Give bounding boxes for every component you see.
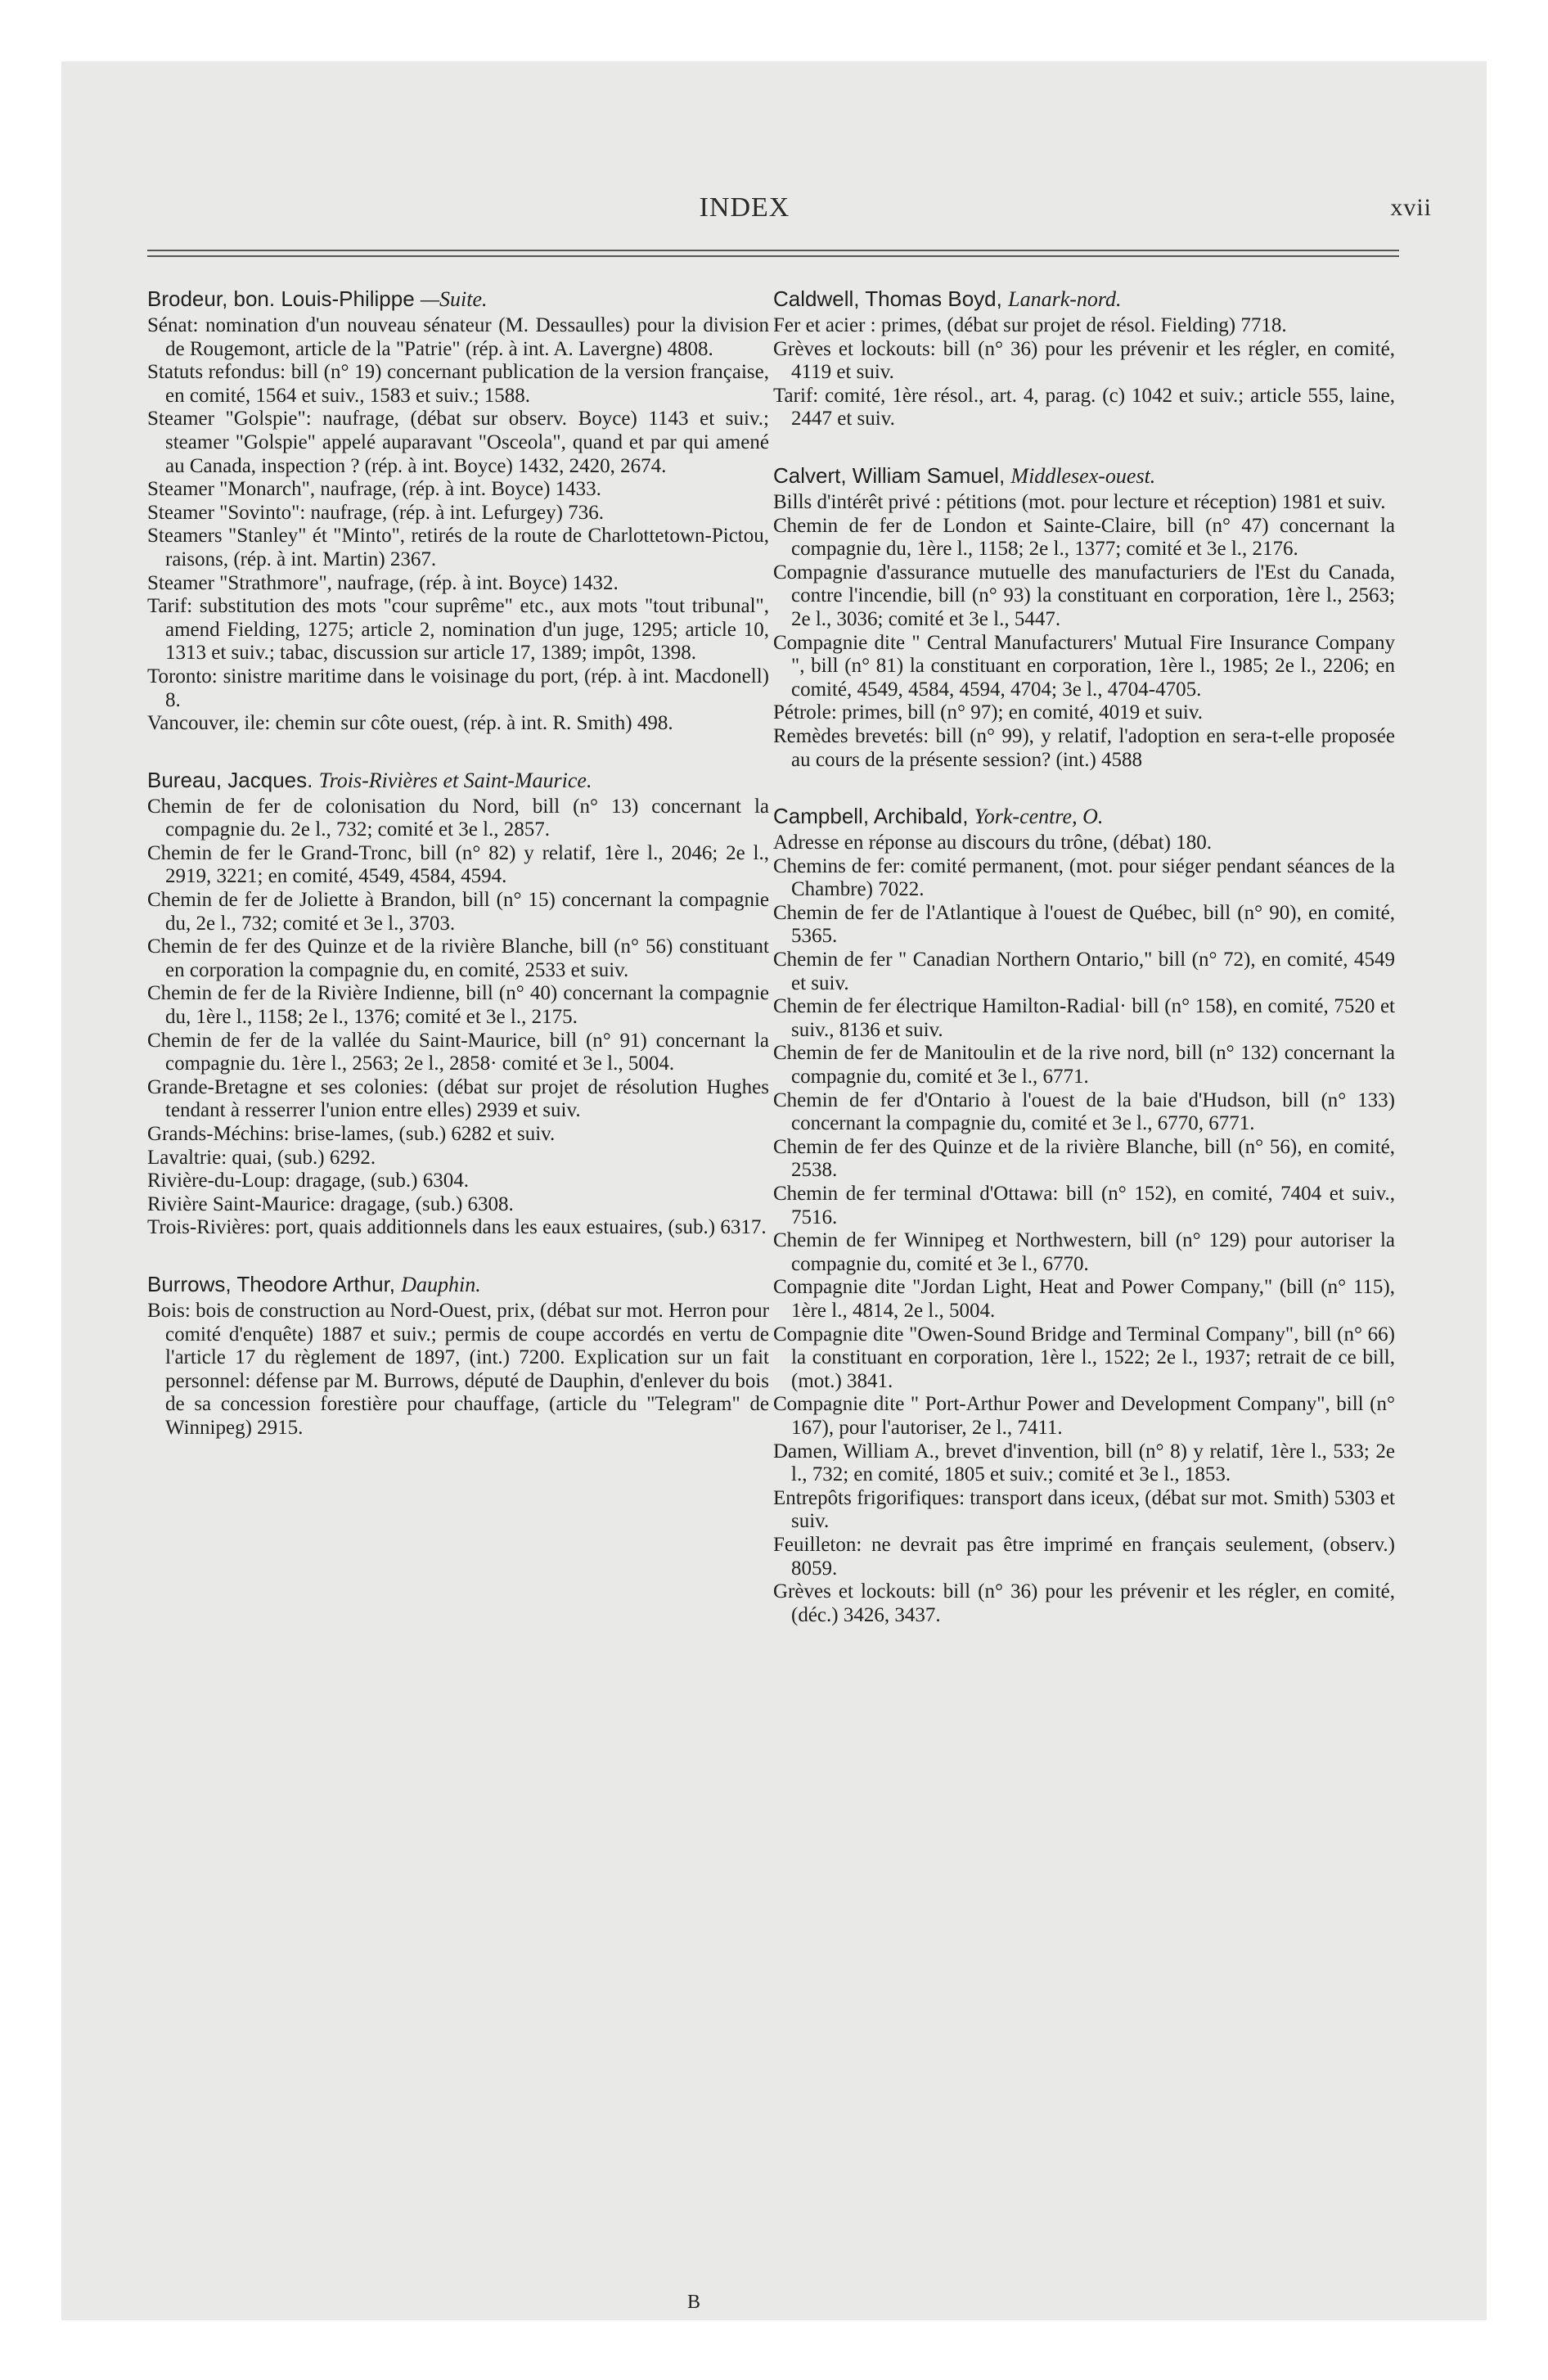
index-entry: Steamers "Stanley" ét "Minto", retirés de la route de Charlottetown-Pictou, raisons, (rép. à int. Martin) 2367. [147,525,769,570]
index-entry: Chemin de fer de London et Sainte-Claire, bill (n° 47) concernant la compagnie du, 1ère l., 1158; 2e l., 1377; comité et 3e l., 2176. [773,514,1395,561]
index-entry: Vancouver, ile: chemin sur côte ouest, (rép. à int. R. Smith) 498. [147,712,673,735]
index-entry: Chemin de fer " Canadian Northern Ontario," bill (n° 72), en comité, 4549 et suiv. [773,949,1395,994]
index-entry: Chemin de fer de Joliette à Brandon, bill (n° 15) concernant la compagnie du, 2e l., 732; comité et 3e l., 3703. [147,889,769,935]
index-entry: Damen, William A., brevet d'invention, bill (n° 8) y relatif, 1ère l., 533; 2e l., 732; en comité, 1805 et suiv.; comité et 3e l., 1853. [773,1440,1395,1486]
index-entry: Bois: bois de construction au Nord-Ouest, prix, (débat sur mot. Herron pour comité d'enquête) 1887 et suiv.; permis de coupe accordés en vertu de l'article 17 du règlement de 1897, (int.) 7200. Explication sur un fait personnel: défense par M. Burrows, député de Dauphin, d'enlever du bois de sa concession forestière pour chauffage, (article du "Telegram" de Winnipeg) 2915. [147,1299,769,1439]
index-entry: Sénat: nomination d'un nouveau sénateur (M. Dessaulles) pour la division de Rougemont, article de la "Patrie" (rép. à int. A. Lavergne) 4808. [147,314,769,360]
index-entry: Toronto: sinistre maritime dans le voisinage du port, (rép. à int. Macdonell) 8. [147,665,769,711]
index-heading [147,286,769,313]
index-heading [147,1271,769,1298]
index-entry: Entrepôts frigorifiques: transport dans iceux, (débat sur mot. Smith) 5303 et suiv. [773,1486,1395,1533]
index-entry: Chemin de fer de la vallée du Saint-Maurice, bill (n° 91) concernant la compagnie du. 1ère l., 2563; 2e l., 2858· comité et 3e l., 5004. [147,1029,769,1075]
section-gap [773,772,1395,800]
index-entry: Chemins de fer: comité permanent, (mot. pour siéger pendant séances de la Chambre) 7022. [773,854,1395,901]
running-header [90,192,1432,223]
constituency: York-centre, O. [974,805,1104,829]
index-entry: Grands-Méchins: brise-lames, (sub.) 6282 et suiv. [147,1123,556,1145]
index-entry: Adresse en réponse au discours du trône, (débat) 180. [773,832,1212,854]
index-entry: Pétrole: primes, bill (n° 97); en comité, 4019 et suiv. [773,701,1203,724]
index-entry: Statuts refondus: bill (n° 19) concernant publication de la version française, en comité, 1564 et suiv., 1583 et suiv.; 1588. [147,361,769,407]
index-entry: Grèves et lockouts: bill (n° 36) pour les prévenir et les régler, en comité, (déc.) 3426, 3437. [773,1580,1395,1626]
index-entry: Rivière-du-Loup: dragage, (sub.) 6304. [147,1170,469,1192]
member-name: Caldwell, Thomas Boyd, [773,286,1002,311]
index-entry: Grande-Bretagne et ses colonies: (débat sur projet de résolution Hughes tendant à resserrer l'union entre elles) 2939 et suiv. [147,1075,769,1122]
index-entry: Remèdes brevetés: bill (n° 99), y relatif, l'adoption en sera-t-elle proposée au cours de la présente session? (int.) 4588 [773,724,1395,771]
constituency: Dauphin. [401,1272,481,1296]
constituency: Trois-Rivières et Saint-Maurice. [318,768,592,792]
index-entry: Compagnie dite " Port-Arthur Power and Development Company", bill (n° 167), pour l'autoriser, 2e l., 7411. [773,1393,1395,1439]
constituency: —Suite. [420,287,488,311]
constituency: Lanark-nord. [1008,287,1122,311]
index-entry: Chemin de fer de l'Atlantique à l'ouest de Québec, bill (n° 90), en comité, 5365. [773,901,1395,948]
index-entry: Fer et acier : primes, (débat sur projet de résol. Fielding) 7718. [773,314,1287,336]
index-entry: Chemin de fer Winnipeg et Northwestern, bill (n° 129) pour autoriser la compagnie du, comité et 3e l., 6770. [773,1229,1395,1275]
index-heading [773,462,1395,489]
index-entry: Compagnie dite " Central Manufacturers' Mutual Fire Insurance Company ", bill (n° 81) la constituant en corporation, 1ère l., 1985; 2e l., 2206; en comité, 4549, 4584, 4594, 4704; 3e l., 4704-4705. [773,631,1395,701]
header-title: INDEX [699,192,790,223]
index-entry: Compagnie d'assurance mutuelle des manufacturiers de l'Est du Canada, contre l'incendie, bill (n° 93) la constituant en corporation, 1ère l., 2563; 2e l., 3036; comité et 3e l., 5447. [773,561,1395,630]
index-entry: Rivière Saint-Maurice: dragage, (sub.) 6308. [147,1192,514,1215]
index-entry: Chemin de fer de la Rivière Indienne, bill (n° 40) concernant la compagnie du, 1ère l., 1158; 2e l., 1376; comité et 3e l., 2175. [147,982,769,1029]
section-gap [147,1240,769,1268]
index-entry: Chemin de fer de Manitoulin et de la rive nord, bill (n° 132) concernant la compagnie du, comité et 3e l., 6771. [773,1042,1395,1089]
right-column [773,282,1395,1627]
section-gap [147,736,769,764]
member-name: Calvert, William Samuel, [773,462,1006,488]
index-entry: Trois-Rivières: port, quais additionnels dans les eaux estuaires, (sub.) 6317. [147,1216,767,1239]
header-rule-bottom [147,255,1399,257]
index-entry: Steamer "Strathmore", naufrage, (rép. à int. Boyce) 1432. [147,571,619,594]
index-entry: Chemin de fer des Quinze et de la rivière Blanche, bill (n° 56) constituant en corporation la compagnie du, en comité, 2533 et suiv. [147,935,769,981]
index-entry: Chemin de fer terminal d'Ottawa: bill (n° 152), en comité, 7404 et suiv., 7516. [773,1183,1395,1228]
index-entry: Steamer "Monarch", naufrage, (rép. à int. Boyce) 1433. [147,478,601,501]
index-entry: Feuilleton: ne devrait pas être imprimé en français seulement, (observ.) 8059. [773,1533,1395,1580]
index-entry: Compagnie dite "Owen-Sound Bridge and Terminal Company", bill (n° 66) la constituant en corporation, 1ère l., 1522; 2e l., 1937; retrait de ce bill, (mot.) 3841. [773,1323,1395,1392]
left-column [147,282,769,1440]
index-entry: Tarif: substitution des mots "cour suprême" etc., aux mots "tout tribunal", amend Fielding, 1275; article 2, nomination d'un juge, 1295; article 10, 1313 et suiv.; tabac, discussion sur article 17, 1389; impôt, 1398. [147,595,769,665]
index-entry: Compagnie dite "Jordan Light, Heat and Power Company," (bill (n° 115), 1ère l., 4814, 2e l., 5004. [773,1276,1395,1322]
index-entry: Chemin de fer électrique Hamilton-Radial· bill (n° 158), en comité, 7520 et suiv., 8136 et suiv. [773,995,1395,1041]
index-heading [773,803,1395,830]
index-entry: Bills d'intérêt privé : pétitions (mot. pour lecture et réception) 1981 et suiv. [773,490,1386,513]
index-entry: Chemin de fer d'Ontario à l'ouest de la baie d'Hudson, bill (n° 133) concernant la compagnie du, comité et 3e l., 6770, 6771. [773,1089,1395,1135]
index-entry: Lavaltrie: quai, (sub.) 6292. [147,1146,376,1169]
member-name: Brodeur, bon. Louis-Philippe [147,286,415,311]
signature-mark: B [687,2292,701,2313]
index-heading [773,286,1395,313]
index-entry: Grèves et lockouts: bill (n° 36) pour les prévenir et les régler, en comité, 4119 et suiv. [773,337,1395,384]
index-entry: Chemin de fer le Grand-Tronc, bill (n° 82) y relatif, 1ère l., 2046; 2e l., 2919, 3221; en comité, 4549, 4584, 4594. [147,841,769,888]
index-entry: Steamer "Sovinto": naufrage, (rép. à int. Lefurgey) 736. [147,501,604,524]
index-heading [147,767,769,794]
section-gap [773,431,1395,459]
member-name: Bureau, Jacques. [147,767,313,792]
constituency: Middlesex-ouest. [1010,463,1156,488]
page-number: xvii [1390,194,1432,221]
member-name: Burrows, Theodore Arthur, [147,1271,396,1296]
index-entry: Chemin de fer des Quinze et de la rivière Blanche, bill (n° 56), en comité, 2538. [773,1135,1395,1182]
index-entry: Tarif: comité, 1ère résol., art. 4, parag. (c) 1042 et suiv.; article 555, laine, 2447 et suiv. [773,384,1395,430]
index-entry: Chemin de fer de colonisation du Nord, bill (n° 13) concernant la compagnie du. 2e l., 732; comité et 3e l., 2857. [147,795,769,841]
member-name: Campbell, Archibald, [773,804,969,829]
header-rule-top [147,250,1399,251]
index-entry: Steamer "Golspie": naufrage, (débat sur observ. Boyce) 1143 et suiv.; steamer "Golspie" appelé auparavant "Osceola", quand et par qui amené au Canada, inspection ? (rép. à int. Boyce) 1432, 2420, 2674. [147,408,769,477]
